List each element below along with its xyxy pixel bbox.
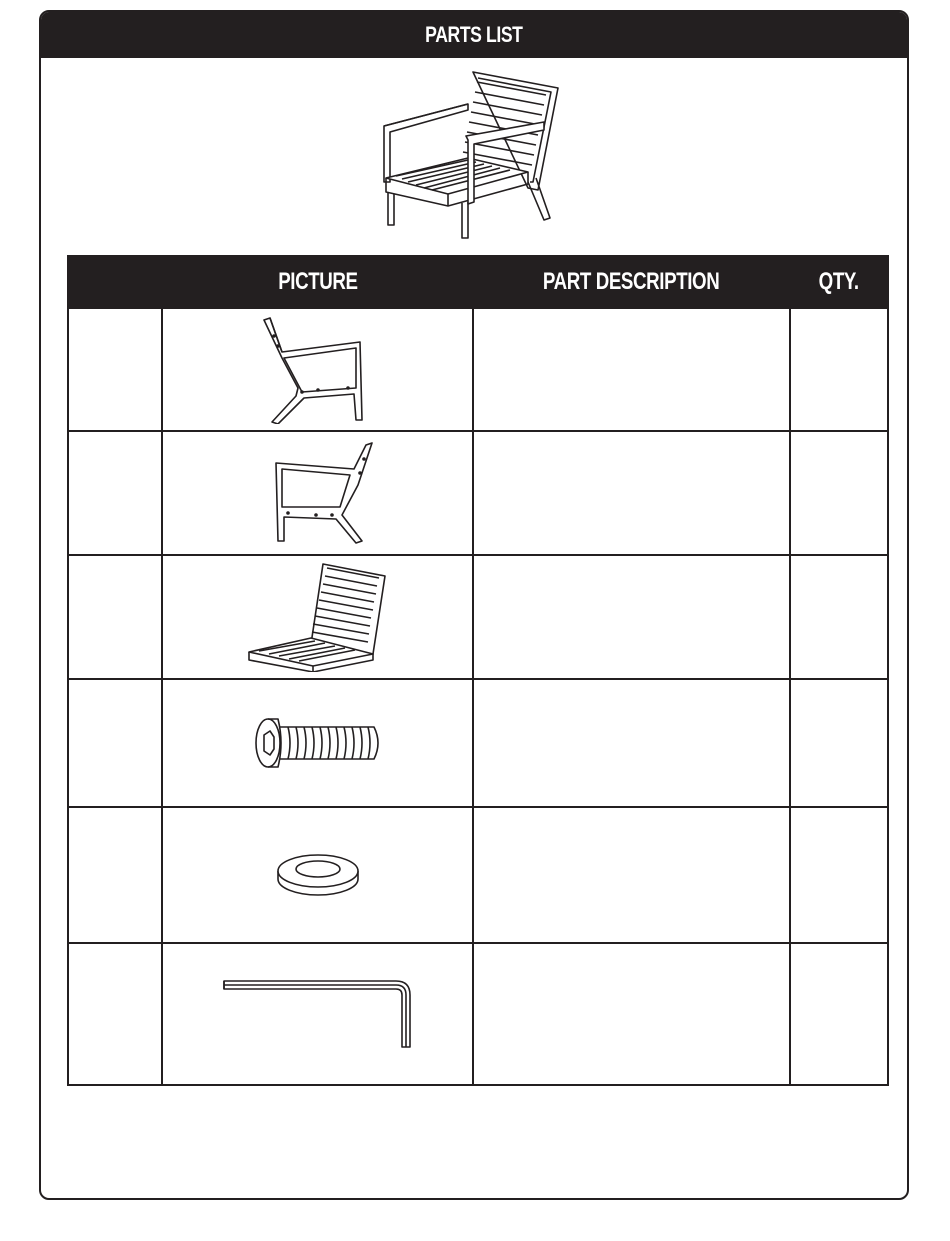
- table-row: [68, 943, 888, 1085]
- table-row: [68, 679, 888, 807]
- flat-washer-icon: [273, 853, 363, 897]
- description-cell: [473, 943, 790, 1085]
- table-row: [68, 555, 888, 679]
- parts-table-header: [68, 256, 888, 308]
- qty-cell: [790, 807, 888, 943]
- description-cell: [473, 679, 790, 807]
- parts-list-title: PARTS LIST: [425, 22, 523, 47]
- seat-and-back-assembly-icon: [245, 562, 391, 672]
- picture-cell: [162, 943, 473, 1085]
- table-row: [68, 308, 888, 431]
- part-letter-cell: [68, 555, 162, 679]
- header-part: [68, 256, 162, 308]
- part-letter-cell: [68, 943, 162, 1085]
- picture-cell: [162, 555, 473, 679]
- table-row: [68, 431, 888, 555]
- description-cell: [473, 807, 790, 943]
- allen-wrench-icon: [220, 977, 416, 1051]
- assembled-lounge-chair-icon: [378, 70, 562, 242]
- description-cell: [473, 431, 790, 555]
- part-letter-cell: [68, 679, 162, 807]
- qty-cell: [790, 943, 888, 1085]
- right-arm-frame-icon: [258, 441, 378, 545]
- picture-cell: [162, 431, 473, 555]
- part-letter-cell: [68, 308, 162, 431]
- parts-table: [67, 255, 889, 1086]
- qty-cell: [790, 431, 888, 555]
- part-letter-cell: [68, 807, 162, 943]
- part-letter-cell: [68, 431, 162, 555]
- qty-cell: [790, 555, 888, 679]
- qty-cell: [790, 679, 888, 807]
- left-arm-frame-icon: [258, 316, 378, 424]
- description-cell: [473, 308, 790, 431]
- header-picture: PICTURE: [162, 256, 473, 308]
- hex-socket-bolt-icon: [250, 715, 386, 771]
- header-description: PART DESCRIPTION: [473, 256, 790, 308]
- parts-list-banner: [41, 12, 907, 58]
- picture-cell: [162, 807, 473, 943]
- header-qty: QTY.: [790, 256, 888, 308]
- qty-cell: [790, 308, 888, 431]
- description-cell: [473, 555, 790, 679]
- picture-cell: [162, 308, 473, 431]
- table-row: [68, 807, 888, 943]
- picture-cell: [162, 679, 473, 807]
